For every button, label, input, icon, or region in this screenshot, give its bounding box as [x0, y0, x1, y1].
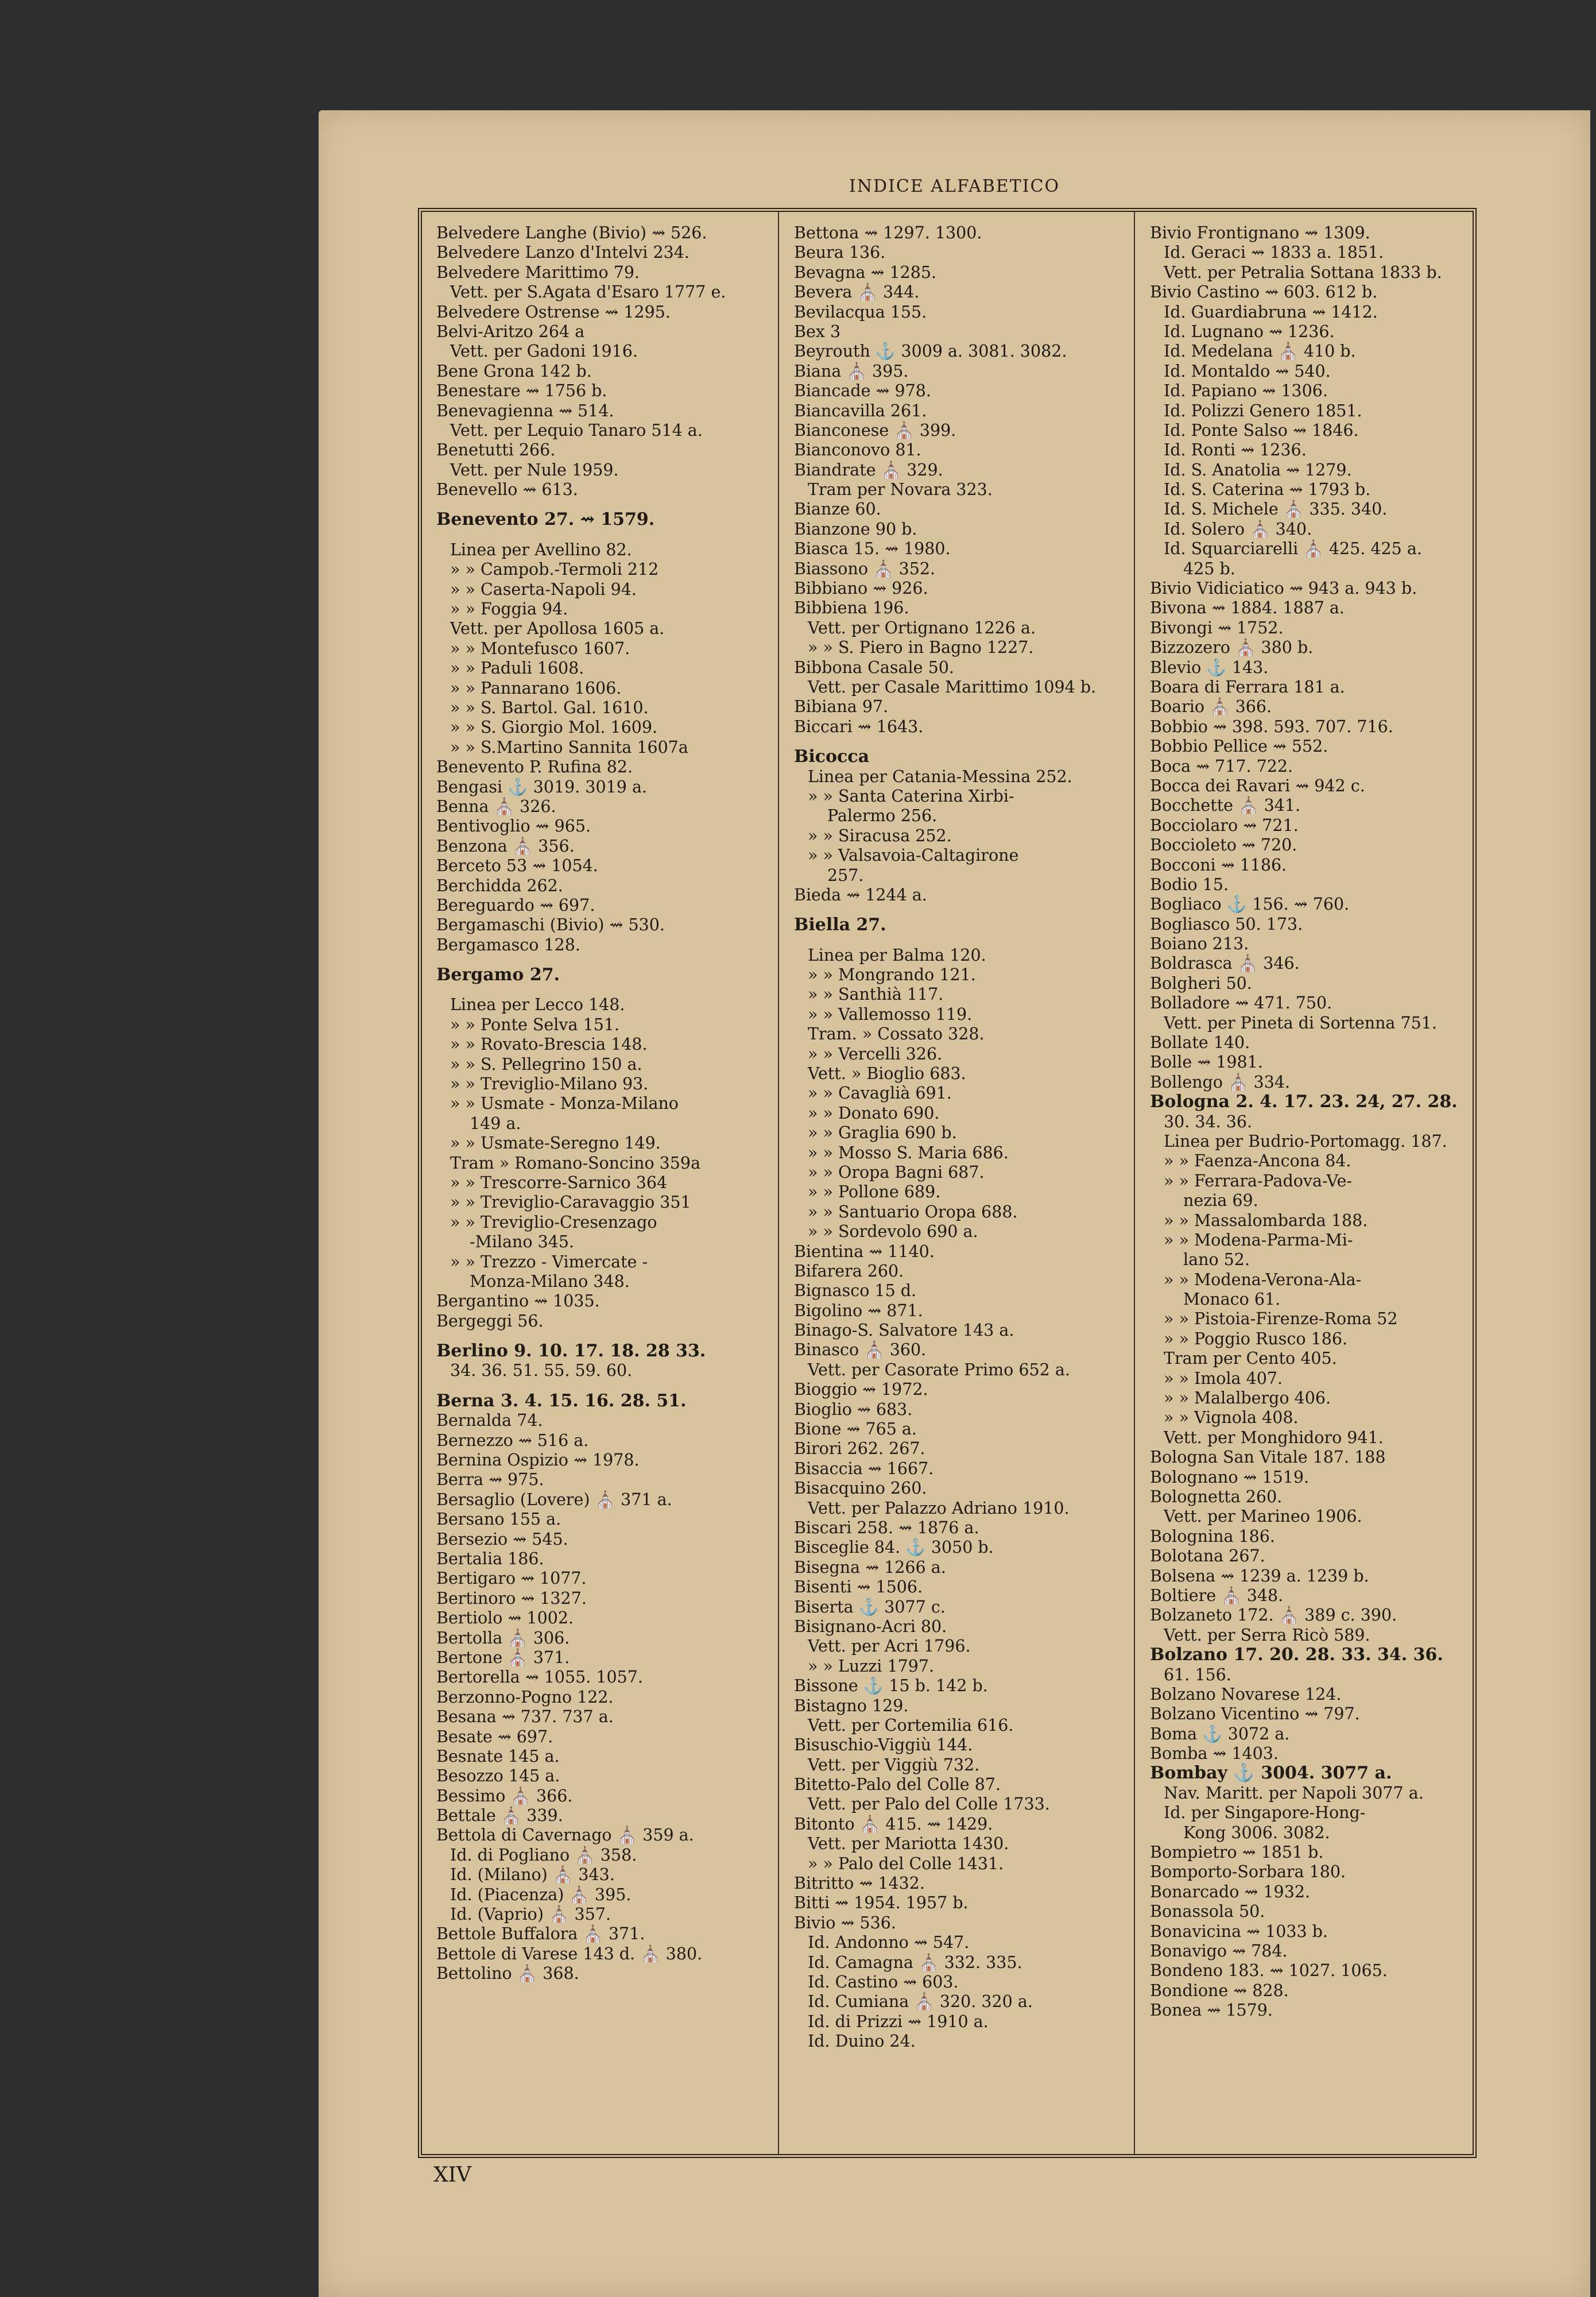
index-entry: Vett. per Acri 1796.: [808, 1637, 971, 1656]
index-column-3: [1150, 223, 1489, 2021]
index-entry: Id. S. Anatolia ⇝ 1279.: [1164, 460, 1352, 479]
index-entry: Biancavilla 261.: [794, 401, 927, 420]
index-entry: Bivio Vidiciatico ⇝ 943 a. 943 b.: [1150, 579, 1417, 598]
index-entry: » » Trezzo - Vimercate -: [450, 1252, 648, 1271]
index-entry: Bolzaneto 172. ⛪ 389 c. 390.: [1150, 1606, 1397, 1625]
index-entry: Biella 27.: [794, 915, 886, 935]
index-column-1: [436, 223, 775, 1984]
index-entry: Bettolino ⛪ 368.: [436, 1964, 579, 1983]
index-entry: Biccari ⇝ 1643.: [794, 717, 924, 736]
index-entry: Bifarera 260.: [794, 1261, 904, 1281]
index-entry: » » Mongrando 121.: [808, 965, 976, 985]
index-entry: Biassono ⛪ 352.: [794, 559, 936, 578]
index-entry: Id. per Singapore-Hong-: [1164, 1803, 1366, 1823]
index-entry: » » Treviglio-Cresenzago: [450, 1212, 657, 1232]
index-entry: Vett. per Marineo 1906.: [1164, 1507, 1362, 1526]
index-entry: » » Faenza-Ancona 84.: [1164, 1151, 1351, 1171]
index-entry: Id. (Milano) ⛪ 343.: [450, 1865, 615, 1885]
index-entry: Bolognina 186.: [1150, 1526, 1275, 1546]
index-entry: Id. Duino 24.: [808, 2032, 916, 2051]
index-entry: Bolladore ⇝ 471. 750.: [1150, 993, 1332, 1013]
index-entry: Bernezzo ⇝ 516 a.: [436, 1430, 589, 1450]
index-entry: Bettole Buffalora ⛪ 371.: [436, 1924, 645, 1944]
column-divider: [778, 212, 779, 2154]
index-entry: nezia 69.: [1183, 1191, 1258, 1211]
index-entry: Tram. » Cossato 328.: [808, 1024, 985, 1044]
index-entry: » » Ponte Selva 151.: [450, 1015, 620, 1034]
index-entry: Bocconi ⇝ 1186.: [1150, 855, 1287, 875]
index-entry: Kong 3006. 3082.: [1183, 1823, 1330, 1842]
index-entry: Vett. per Viggiù 732.: [808, 1755, 980, 1774]
page-number: XIV: [433, 2163, 471, 2187]
index-entry: » » Campob.-Termoli 212: [450, 560, 659, 579]
index-entry: 34. 36. 51. 55. 59. 60.: [450, 1361, 633, 1380]
index-entry: Vett. per Apollosa 1605 a.: [450, 619, 665, 639]
index-entry: Berlino 9. 10. 17. 18. 28 33.: [436, 1341, 706, 1362]
index-entry: Id. Polizzi Genero 1851.: [1164, 401, 1362, 420]
index-entry: Bergamaschi (Bivio) ⇝ 530.: [436, 915, 665, 935]
index-entry: Id. Geraci ⇝ 1833 a. 1851.: [1164, 243, 1384, 262]
index-entry: Vett. per Palazzo Adriano 1910.: [808, 1498, 1070, 1518]
index-entry: Vett. per Lequio Tanaro 514 a.: [450, 420, 703, 440]
index-entry: » » Usmate-Seregno 149.: [450, 1134, 661, 1153]
index-entry: Boldrasca ⛪ 346.: [1150, 954, 1300, 973]
index-entry: Bobbio ⇝ 398. 593. 707. 716.: [1150, 717, 1393, 736]
index-entry: » » Sordevolo 690 a.: [808, 1222, 978, 1242]
index-entry: Bianconovo 81.: [794, 440, 921, 460]
index-entry: Beyrouth ⚓ 3009 a. 3081. 3082.: [794, 342, 1067, 361]
index-entry: » » S. Giorgio Mol. 1609.: [450, 718, 658, 737]
index-entry: » » S. Pellegrino 150 a.: [450, 1054, 642, 1074]
index-entry: Id. Papiano ⇝ 1306.: [1164, 381, 1328, 401]
index-entry: Bondeno 183. ⇝ 1027. 1065.: [1150, 1961, 1388, 1981]
index-entry: Monza-Milano 348.: [470, 1271, 630, 1291]
index-entry: Besnate 145 a.: [436, 1746, 560, 1766]
index-entry: Bersezio ⇝ 545.: [436, 1529, 568, 1549]
index-entry: Biandrate ⛪ 329.: [794, 460, 943, 479]
index-entry: » » Pollone 689.: [808, 1182, 941, 1202]
index-entry: Bisaccia ⇝ 1667.: [794, 1459, 934, 1478]
index-entry: » » Treviglio-Caravaggio 351: [450, 1193, 691, 1212]
index-entry: Bologna 2. 4. 17. 23. 24, 27. 28.: [1150, 1092, 1458, 1112]
index-entry: Boario ⛪ 366.: [1150, 697, 1272, 717]
index-entry: Bolognano ⇝ 1519.: [1150, 1467, 1310, 1487]
index-entry: 61. 156.: [1164, 1665, 1231, 1684]
index-entry: » » Palo del Colle 1431.: [808, 1854, 1004, 1873]
index-entry: » » Ferrara-Padova-Ve-: [1164, 1171, 1352, 1190]
index-entry: Bisceglie 84. ⚓ 3050 b.: [794, 1538, 994, 1557]
index-entry: Bergeggi 56.: [436, 1311, 544, 1331]
index-entry: Bologna San Vitale 187. 188: [1150, 1448, 1386, 1467]
index-entry: Vett. per Petralia Sottana 1833 b.: [1164, 262, 1442, 282]
index-entry: Bizzozero ⛪ 380 b.: [1150, 638, 1314, 658]
index-entry: Bonarcado ⇝ 1932.: [1150, 1882, 1311, 1901]
index-entry: Bolle ⇝ 1981.: [1150, 1053, 1263, 1072]
index-entry: Bibiana 97.: [794, 697, 889, 717]
index-entry: Belvedere Lanzo d'Intelvi 234.: [436, 243, 689, 262]
index-entry: 425 b.: [1183, 559, 1235, 578]
index-entry: Bertiolo ⇝ 1002.: [436, 1608, 574, 1628]
index-entry: Bollengo ⛪ 334.: [1150, 1072, 1291, 1092]
index-entry: Id. di Pogliano ⛪ 358.: [450, 1845, 637, 1865]
index-entry: Bivona ⇝ 1884. 1887 a.: [1150, 598, 1345, 618]
index-entry: Berra ⇝ 975.: [436, 1470, 544, 1490]
index-entry: Bitti ⇝ 1954. 1957 b.: [794, 1893, 969, 1913]
index-entry: Vett. per Ortignano 1226 a.: [808, 618, 1036, 637]
index-entry: Binasco ⛪ 360.: [794, 1340, 927, 1360]
index-entry: » » Siracusa 252.: [808, 826, 952, 845]
index-entry: Bivio Castino ⇝ 603. 612 b.: [1150, 283, 1378, 302]
index-entry: Bibbona Casale 50.: [794, 658, 954, 677]
index-entry: Id. Andonno ⇝ 547.: [808, 1933, 970, 1952]
index-entry: Bissone ⚓ 15 b. 142 b.: [794, 1676, 988, 1696]
index-entry: Bompietro ⇝ 1851 b.: [1150, 1843, 1324, 1862]
index-entry: » » Paduli 1608.: [450, 659, 584, 678]
index-entry: Benna ⛪ 326.: [436, 796, 556, 816]
index-entry: Bessimo ⛪ 366.: [436, 1786, 573, 1805]
index-entry: Bientina ⇝ 1140.: [794, 1242, 935, 1261]
index-entry: Bolzano 17. 20. 28. 33. 34. 36.: [1150, 1645, 1443, 1665]
index-entry: Vett. per Gadoni 1916.: [450, 342, 638, 361]
index-entry: Monaco 61.: [1183, 1290, 1281, 1309]
index-entry: » » Mosso S. Maria 686.: [808, 1143, 1009, 1162]
index-entry: Bogliaco ⚓ 156. ⇝ 760.: [1150, 895, 1350, 914]
index-entry: Boara di Ferrara 181 a.: [1150, 677, 1345, 697]
index-entry: Boiano 213.: [1150, 934, 1249, 954]
index-entry: Bertinoro ⇝ 1327.: [436, 1588, 587, 1608]
index-entry: Bersano 155 a.: [436, 1510, 561, 1529]
index-entry: Bocchette ⛪ 341.: [1150, 796, 1301, 815]
index-entry: Boccioleto ⇝ 720.: [1150, 836, 1297, 855]
index-entry: Bogliasco 50. 173.: [1150, 914, 1303, 934]
index-entry: Bertalia 186.: [436, 1549, 544, 1568]
index-entry: Bolotana 267.: [1150, 1546, 1265, 1566]
index-entry: Vett. per S.Agata d'Esaro 1777 e.: [450, 283, 726, 302]
index-entry: Id. Montaldo ⇝ 540.: [1164, 361, 1331, 381]
index-entry: Bistagno 129.: [794, 1696, 909, 1715]
index-entry: Bernalda 74.: [436, 1411, 543, 1430]
index-entry: Linea per Avellino 82.: [450, 540, 632, 559]
index-entry: Bomporto-Sorbara 180.: [1150, 1862, 1346, 1882]
index-entry: Biasca 15. ⇝ 1980.: [794, 539, 951, 559]
index-entry: Bitetto-Palo del Colle 87.: [794, 1775, 1001, 1795]
index-entry: Tram per Novara 323.: [808, 480, 993, 500]
index-entry: 30. 34. 36.: [1164, 1112, 1253, 1131]
index-entry: Bondione ⇝ 828.: [1150, 1981, 1289, 2000]
index-entry: Vett. per Serra Ricò 589.: [1164, 1625, 1370, 1645]
index-entry: Bitonto ⛪ 415. ⇝ 1429.: [794, 1814, 993, 1834]
index-entry: Linea per Catania-Messina 252.: [808, 767, 1072, 786]
index-entry: Id. Lugnano ⇝ 1236.: [1164, 322, 1335, 341]
index-entry: Beura 136.: [794, 243, 886, 262]
index-entry: Bocca dei Ravari ⇝ 942 c.: [1150, 776, 1365, 795]
index-entry: Bereguardo ⇝ 697.: [436, 895, 595, 915]
index-entry: Bertigaro ⇝ 1077.: [436, 1569, 587, 1588]
index-entry: Bolognetta 260.: [1150, 1487, 1283, 1506]
index-entry: Id. (Vaprio) ⛪ 357.: [450, 1905, 611, 1924]
index-entry: Linea per Lecco 148.: [450, 995, 625, 1015]
index-entry: Birori 262. 267.: [794, 1439, 925, 1459]
index-entry: Id. Camagna ⛪ 332. 335.: [808, 1952, 1022, 1972]
index-entry: Palermo 256.: [827, 806, 938, 826]
index-entry: Belvi-Aritzo 264 a: [436, 322, 585, 341]
index-entry: Vett. per Palo del Colle 1733.: [808, 1795, 1050, 1814]
index-entry: Bivongi ⇝ 1752.: [1150, 618, 1284, 637]
index-entry: Bernina Ospizio ⇝ 1978.: [436, 1451, 640, 1470]
index-entry: Bomba ⇝ 1403.: [1150, 1744, 1279, 1764]
index-entry: Id. S. Michele ⛪ 335. 340.: [1164, 500, 1388, 519]
index-entry: Berceto 53 ⇝ 1054.: [436, 856, 598, 876]
index-entry: Boltiere ⛪ 348.: [1150, 1586, 1284, 1605]
index-entry: » » Donato 690.: [808, 1103, 940, 1123]
index-entry: » » Trescorre-Sarnico 364: [450, 1173, 668, 1192]
index-entry: Benevagienna ⇝ 514.: [436, 401, 614, 420]
index-entry: » » S. Piero in Bagno 1227.: [808, 638, 1034, 658]
index-entry: Belvedere Langhe (Bivio) ⇝ 526.: [436, 223, 707, 242]
index-entry: Bollate 140.: [1150, 1033, 1250, 1053]
index-entry: Biana ⛪ 395.: [794, 361, 909, 381]
index-entry: Bibbiena 196.: [794, 598, 909, 618]
index-entry: » » Rovato-Brescia 148.: [450, 1035, 648, 1054]
index-entry: Boma ⚓ 3072 a.: [1150, 1724, 1290, 1743]
index-entry: » » Montefusco 1607.: [450, 639, 630, 658]
index-entry: Bengasi ⚓ 3019. 3019 a.: [436, 777, 648, 796]
index-entry: Bicocca: [794, 747, 870, 767]
index-entry: » » Treviglio-Milano 93.: [450, 1074, 649, 1094]
index-entry: Bertone ⛪ 371.: [436, 1648, 570, 1667]
index-entry: Besate ⇝ 697.: [436, 1727, 553, 1746]
index-entry: Bignasco 15 d.: [794, 1281, 917, 1301]
index-entry: Id. di Prizzi ⇝ 1910 a.: [808, 2012, 989, 2031]
index-entry: » » Graglia 690 b.: [808, 1123, 957, 1143]
index-entry: Benevento 27. ⇝ 1579.: [436, 509, 655, 530]
index-entry: Bolzano Vicentino ⇝ 797.: [1150, 1704, 1360, 1724]
index-entry: Id. Cumiana ⛪ 320. 320 a.: [808, 1992, 1033, 2012]
index-entry: Benevello ⇝ 613.: [436, 480, 578, 500]
index-entry: Tram per Cento 405.: [1164, 1349, 1337, 1368]
index-entry: Belvedere Ostrense ⇝ 1295.: [436, 302, 671, 322]
index-entry: Biscari 258. ⇝ 1876 a.: [794, 1518, 979, 1537]
index-entry: Id. Medelana ⛪ 410 b.: [1164, 342, 1356, 361]
index-entry: » » Pistoia-Firenze-Roma 52: [1164, 1309, 1398, 1329]
index-entry: » » Imola 407.: [1164, 1368, 1283, 1388]
index-entry: » » Cavaglià 691.: [808, 1084, 952, 1103]
index-entry: Berna 3. 4. 15. 16. 28. 51.: [436, 1390, 687, 1411]
index-entry: Id. Ronti ⇝ 1236.: [1164, 440, 1307, 460]
index-entry: » » S. Bartol. Gal. 1610.: [450, 698, 649, 717]
index-entry: Biancade ⇝ 978.: [794, 381, 931, 401]
index-entry: » » Luzzi 1797.: [808, 1656, 935, 1676]
index-entry: Id. Castino ⇝ 603.: [808, 1972, 959, 1991]
index-entry: » » Foggia 94.: [450, 600, 568, 619]
index-entry: » » Modena-Verona-Ala-: [1164, 1270, 1362, 1289]
index-entry: Bergamo 27.: [436, 965, 560, 985]
index-entry: Benevento P. Rufina 82.: [436, 757, 633, 777]
index-entry: Vett. per Casorate Primo 652 a.: [808, 1360, 1070, 1379]
index-entry: Linea per Balma 120.: [808, 945, 986, 965]
index-entry: Bocciolaro ⇝ 721.: [1150, 815, 1299, 835]
index-entry: » » Caserta-Napoli 94.: [450, 579, 637, 599]
page-header: INDICE ALFABETICO: [849, 176, 1060, 196]
index-entry: Bibbiano ⇝ 926.: [794, 579, 928, 598]
index-entry: Bertolla ⛪ 306.: [436, 1628, 570, 1648]
index-entry: » » Santa Caterina Xirbi-: [808, 786, 1014, 806]
index-entry: Bioggio ⇝ 1972.: [794, 1380, 928, 1399]
index-entry: Bobbio Pellice ⇝ 552.: [1150, 737, 1328, 756]
index-entry: Bettole di Varese 143 d. ⛪ 380.: [436, 1944, 703, 1963]
index-entry: Bevera ⛪ 344.: [794, 283, 920, 302]
index-entry: Binago-S. Salvatore 143 a.: [794, 1321, 1014, 1340]
index-entry: Id. S. Caterina ⇝ 1793 b.: [1164, 480, 1371, 500]
index-entry: » » Vercelli 326.: [808, 1044, 943, 1064]
index-entry: Bolgheri 50.: [1150, 973, 1252, 993]
index-entry: Bersaglio (Lovere) ⛪ 371 a.: [436, 1490, 672, 1509]
index-entry: Bianconese ⛪ 399.: [794, 420, 956, 440]
book-page: [319, 110, 1590, 2297]
index-entry: Belvedere Marittimo 79.: [436, 262, 640, 282]
index-entry: Linea per Budrio-Portomagg. 187.: [1164, 1131, 1447, 1151]
index-entry: Bioglio ⇝ 683.: [794, 1399, 913, 1419]
index-entry: Vett. per Monghidoro 941.: [1164, 1428, 1384, 1447]
index-entry: Bergamasco 128.: [436, 935, 580, 954]
index-entry: » » Usmate - Monza-Milano: [450, 1094, 679, 1113]
index-entry: 257.: [827, 865, 864, 885]
index-entry: Bevilacqua 155.: [794, 302, 927, 322]
index-entry: Bisuschio-Viggiù 144.: [794, 1735, 973, 1755]
index-entry: » » Valsavoia-Caltagirone: [808, 846, 1019, 865]
index-entry: Bolsena ⇝ 1239 a. 1239 b.: [1150, 1566, 1369, 1586]
index-entry: Berzonno-Pogno 122.: [436, 1687, 614, 1707]
index-entry: Bivio Frontignano ⇝ 1309.: [1150, 223, 1370, 242]
index-entry: Bettola di Cavernago ⛪ 359 a.: [436, 1826, 694, 1845]
column-divider: [1134, 212, 1135, 2154]
index-entry: Bianzone 90 b.: [794, 519, 917, 539]
index-entry: Bisignano-Acri 80.: [794, 1617, 947, 1636]
index-entry: Besana ⇝ 737. 737 a.: [436, 1707, 614, 1727]
index-entry: » » Modena-Parma-Mi-: [1164, 1230, 1353, 1250]
index-entry: Bene Grona 142 b.: [436, 361, 592, 381]
index-entry: lano 52.: [1183, 1250, 1250, 1270]
index-entry: Boca ⇝ 717. 722.: [1150, 756, 1293, 776]
index-entry: Bettale ⛪ 339.: [436, 1806, 563, 1826]
index-entry: Bevagna ⇝ 1285.: [794, 262, 937, 282]
index-entry: Bonea ⇝ 1579.: [1150, 2001, 1273, 2020]
index-entry: Bodio 15.: [1150, 875, 1229, 894]
index-entry: Id. Guardiabruna ⇝ 1412.: [1164, 302, 1378, 322]
index-entry: Id. Solero ⛪ 340.: [1164, 519, 1312, 539]
index-entry: Bonavicina ⇝ 1033 b.: [1150, 1921, 1328, 1941]
index-entry: Vett. per Casale Marittimo 1094 b.: [808, 677, 1097, 697]
index-entry: Bione ⇝ 765 a.: [794, 1420, 917, 1439]
index-entry: Besozzo 145 a.: [436, 1766, 560, 1786]
index-entry: Id. Squarciarelli ⛪ 425. 425 a.: [1164, 539, 1422, 559]
index-entry: Bonavigo ⇝ 784.: [1150, 1941, 1288, 1960]
index-entry: Benzona ⛪ 356.: [436, 836, 575, 856]
index-entry: Vett. per Mariotta 1430.: [808, 1834, 1009, 1854]
index-entry: Bex 3: [794, 322, 841, 341]
index-frame: [418, 208, 1477, 2158]
index-entry: » » S.Martino Sannita 1607a: [450, 737, 688, 757]
index-entry: Bergantino ⇝ 1035.: [436, 1291, 600, 1311]
index-entry: » » Pannarano 1606.: [450, 678, 622, 698]
index-entry: Id. (Piacenza) ⛪ 395.: [450, 1885, 632, 1904]
index-entry: » » Vignola 408.: [1164, 1408, 1299, 1428]
index-entry: Tram » Romano-Soncino 359a: [450, 1153, 701, 1173]
index-entry: Benestare ⇝ 1756 b.: [436, 381, 607, 401]
index-entry: Bisegna ⇝ 1266 a.: [794, 1557, 946, 1577]
index-entry: Id. Ponte Salso ⇝ 1846.: [1164, 420, 1359, 440]
index-entry: » » Malalbergo 406.: [1164, 1389, 1331, 1408]
index-entry: Bolzano Novarese 124.: [1150, 1684, 1342, 1704]
index-entry: Bigolino ⇝ 871.: [794, 1301, 923, 1320]
index-entry: Vett. per Pineta di Sortenna 751.: [1164, 1013, 1437, 1033]
index-column-2: [794, 223, 1133, 2052]
index-entry: Bombay ⚓ 3004. 3077 a.: [1150, 1763, 1392, 1784]
index-entry: Biserta ⚓ 3077 c.: [794, 1597, 946, 1617]
index-entry: Vett. » Bioglio 683.: [808, 1064, 966, 1084]
index-entry: Vett. per Nule 1959.: [450, 460, 619, 479]
index-entry: Bettona ⇝ 1297. 1300.: [794, 223, 982, 242]
index-entry: Bieda ⇝ 1244 a.: [794, 885, 927, 904]
index-entry: Bentivoglio ⇝ 965.: [436, 817, 591, 836]
index-entry: » » Santuario Oropa 688.: [808, 1202, 1018, 1221]
index-entry: -Milano 345.: [470, 1232, 575, 1252]
index-entry: 149 a.: [470, 1113, 521, 1133]
index-entry: Bonassola 50.: [1150, 1902, 1265, 1921]
index-entry: Bisacquino 260.: [794, 1479, 927, 1498]
index-entry: Nav. Maritt. per Napoli 3077 a.: [1164, 1783, 1424, 1803]
index-entry: » » Vallemosso 119.: [808, 1004, 973, 1024]
index-entry: » » Poggio Rusco 186.: [1164, 1329, 1348, 1348]
index-entry: » » Massalombarda 188.: [1164, 1211, 1368, 1230]
index-entry: Benetutti 266.: [436, 440, 556, 460]
index-entry: Bitritto ⇝ 1432.: [794, 1874, 925, 1893]
index-entry: Bisenti ⇝ 1506.: [794, 1577, 923, 1597]
index-entry: » » Santhià 117.: [808, 985, 944, 1004]
index-entry: Bianze 60.: [794, 500, 881, 519]
index-entry: Bivio ⇝ 536.: [794, 1913, 896, 1932]
index-entry: Blevio ⚓ 143.: [1150, 658, 1269, 677]
index-entry: Berchidda 262.: [436, 876, 563, 895]
index-entry: Vett. per Cortemilia 616.: [808, 1715, 1014, 1735]
index-entry: » » Oropa Bagni 687.: [808, 1162, 985, 1182]
index-entry: Bertorella ⇝ 1055. 1057.: [436, 1668, 643, 1687]
